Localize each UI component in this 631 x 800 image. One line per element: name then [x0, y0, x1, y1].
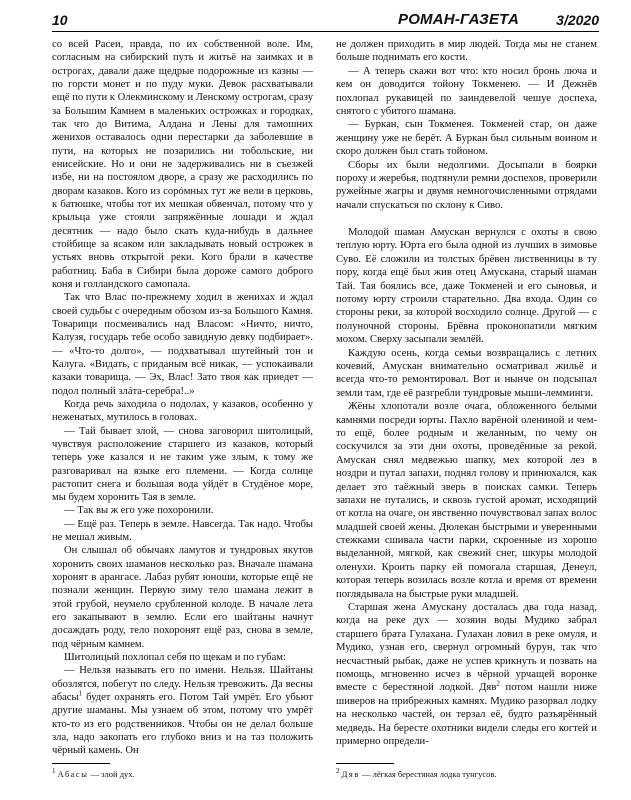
footnote-marker: 1 [52, 767, 56, 776]
footnote-definition: — злой дух. [88, 769, 135, 779]
right-column [336, 38, 597, 748]
paragraph: — Так вы ж его уже похоронили. [64, 505, 214, 517]
footnote-2 [336, 769, 497, 779]
footnote-definition: — лёгкая берестяная лодка тунгусов. [359, 769, 497, 779]
footnote-marker: 2 [336, 767, 340, 776]
header-rule [52, 31, 599, 32]
footnote-rule [336, 763, 394, 764]
page-number: 10 [52, 12, 68, 28]
paragraph: Каждую осень, когда семьи возвращались с летних кочевий, Амускан внимательно осматривал жильё и всегда что-то ремонтировал. Вот и нынче он подсыпал земли там, где её разгребли тундровые мыши-лемминги. [336, 347, 597, 399]
footnote-1 [52, 769, 135, 779]
footnote-term: Дяв [341, 769, 360, 779]
paragraph: — Нельзя называть его по имени. Нельзя. Шайтаны обозлятся, побегут по следу. Нельзя тревожить. Да весны абасы$^1$ будет охранять его. Потом Тай умрёт. Его убьют другие шаманы. Мы узнаем об этом, потому что умрёт кто-то из его родственников. Чтобы он не делал больше зла, надо закопать его глубоко вниз и на таз положить чёрный камень. Он [52, 665, 313, 757]
footnote-term: Абасы [57, 769, 89, 779]
paragraph: — Тай бывает злой, — снова заговорил шитолицый, чувствуя расположение старшего из казаков, который теперь уже казался и не таким уже злым, к тому же разговаривал на языке его племени. — Когда солнце растопит снега и большая вода уйдёт в Студёное море, мы будем хоронить Тая в земле. [52, 425, 313, 504]
paragraph: Когда речь заходила о подолах, у казаков, особенно у неженатых, мутилось в головах. [52, 398, 313, 424]
paragraph: — Ещё раз. Теперь в земле. Навсегда. Так надо. Чтобы не мешал живым. [52, 518, 313, 544]
paragraph: Жёны хлопотали возле очага, обложенного белыми камнями посреди юрты. Пахло варёной олениной и чем-то ещё, более родным и желанным, по чему он соскучился за эти дни охоты, проведённые за рекой. Амускан снял медвежью шапку, мех которой лез в ноздри и путал запахи, поднял голову и принюхался, как делает это таёжный зверь в поисках самки. Теперь запахи не путались, и сквозь густой аромат, исходящий от котла на очаге, он явственно почувствовал запах волос младшей своей жены. Дюлекан быстрыми и уверенными стежками сшивала части парки, скроенные из хорошо выделанной, мягкой, как свежий снег, шкуры молодой оленухи. Кроить парку ей помогала старшая, Денеул, которая теперь возилась возле котла и время от времени поглядывала на быстрые руки младшей. [336, 401, 597, 600]
paragraph: — А теперь скажи вот что: кто носил бронь люча и кем он доводится тойону Токменею. — И Дежнёв похлопал рукавицей по заиндевелой чешуе доспеха, снятого с убитого шамана. [336, 65, 597, 117]
paragraph: не должен приходить в мир людей. Тогда мы не станем больше поднимать его кости. [336, 39, 597, 64]
paragraph: Молодой шаман Амускан вернулся с охоты в свою теплую юрту. Юрта его была одной из лучших в зимовье Суво. Её сложили из толстых брёвен лиственницы в ту пору, когда ещё был жив отец Амускана, старый шаман Тай. Тая боялись все, даже Токменей и его сыновья, и потому юрту строили старательно. Два входа. Один со стороны реки, за которой восходило солнце. Другой — с полуночной стороны. Брёвна проконопатили мягким мохом. Сверху засыпали землёй. [336, 227, 597, 346]
left-column [52, 38, 313, 758]
footnote-rule [52, 763, 110, 764]
paragraph: Он слышал об обычаях ламутов и тундровых якутов хоронить своих шаманов несколько раз. Вначале шамана хоронят в арангасе. Лабаз рубят юноши, которые ещё не познали женщин. Первую зиму тело шамана лежит в этой грубой, неумело срубленной колоде. В начале лета его закапывают в землю. Если его шайтаны начнут досаждать роду, тело похоронят ещё раз, снова в земле, под чёрным камнем. [52, 545, 313, 650]
paragraph: Так что Влас по-прежнему ходил в женихах и ждал своей судьбы с очередным обозом из-за Большого Камня. Товарищи посмеивались над Власом: «Ничто, ничто, Калузя, государь тебе особо завидную девку подбирает». — «Что-то долго», — подхватывал шутейный тон и Калуга. «Видать, с приданым всё никак, — успокаивали казаки товарища. — Эх, Влас! Зато твоя как приедет — подол полный злáта-серебра!..» [52, 292, 313, 397]
paragraph: Старшая жена Амускану досталась два года назад, когда на реке дух — хозяин воды Мудико забрал старшего брата Гулахана. Гулахан ловил в реке омуля, и Мудико, узнав его, свернул огромный бурун, так что несчастный рыбак, даже не успев крикнуть и позвать на помощь, мгновенно исчез в чёрной урчащей воронке вместе с берестяной лодкой. Дяв$^2$ потом нашли ниже шиверов на прибрежных камнях. Мудико разорвал лодку на несколько частей, он терзал её, будто разъярённый медведь. На бересте охотники видели следы его когтей и примерно определи- [336, 602, 597, 747]
paragraph: Шитолицый похлопал себя по щекам и по губам: [64, 652, 286, 664]
paragraph: — Буркан, сын Токменея. Токменей стар, он даже женщину уже не берёт. А Буркан был сильным воином и скоро должен был стать тойоном. [336, 119, 597, 158]
magazine-title: РОМАН-ГАЗЕТА [397, 11, 519, 28]
paragraph: Сборы их были недолгими. Досыпали в боярки пороху и жеребья, подтянули ремни доспехов, проверили ружейные жагры и двумя немногочисленными отрядами начали спускаться по склону к Сиво. [336, 159, 597, 211]
paragraph: со всей Расеи, правда, по их собственной воле. Им, согласным на сибирский путь и житьё на заимках и в острогах, давали даже щедрые подорожные из казны — по горсти монет и по пуду муки. Девок расхватывали ещё по пути к Олекминскому и Ленскому острогам, сразу за Большим Камнем в маленьких острожках и городках, так что до Витима, Алдана и Лены для тамошних женихов оставалось одни перестарки да заболевшие в пути, на которых не позарились ни тобольские, ни енисейские. Но и они не задерживались ни в съезжей избе, ни на постоялом дворе, а сразу же расходились по дворам казаков. Кого из сорóмных тут же вели в церковь, к батюшке, чтобы тот их мешкая обвенчал, потому что у крыльца уже стояли запряжённые лошади и ждал десятник — надо было скать куда-нибудь в дальнее стойбище за ясаком или закладывать новый острожек в устьях вновь открытой реки. Кого брали в качестве работниц. Баба в Сибири была дороже самого доброго коня и голландского самопала. [52, 39, 313, 290]
issue-number: 3/2020 [556, 12, 599, 28]
